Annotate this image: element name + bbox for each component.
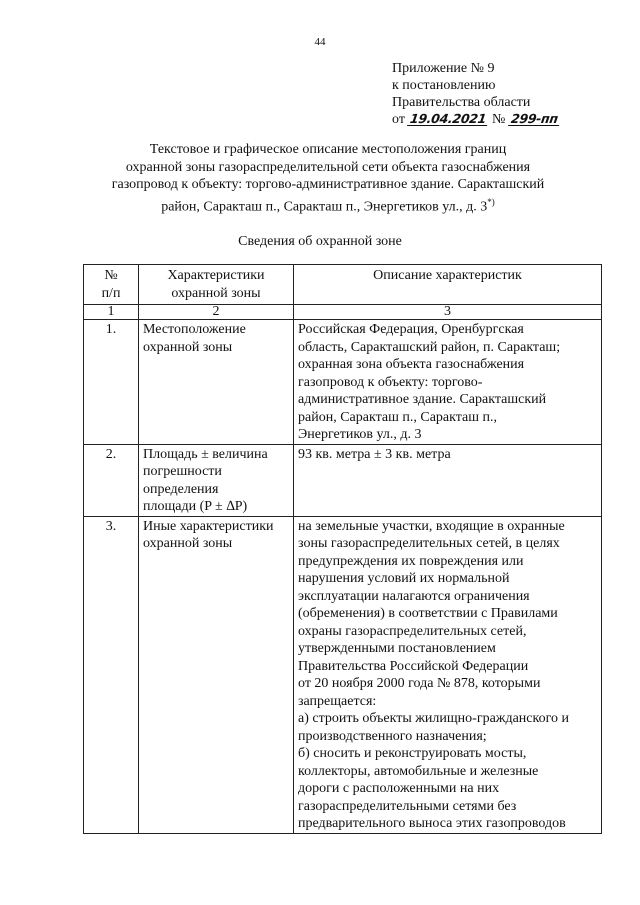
header-col-description: Описание характеристик: [294, 265, 602, 305]
row-characteristic: [139, 516, 294, 833]
table-row: [84, 516, 602, 833]
row-description-line: зоны газораспределительных сетей, в целях: [298, 536, 560, 551]
row-description-line: область, Саракташский район, п. Саракташ;: [298, 339, 561, 355]
row-description-line: а) строить объекты жилищно-гражданского и: [298, 711, 569, 726]
column-number-1: 1: [84, 305, 139, 320]
row-description-line: утвержденными постановлением: [298, 641, 496, 656]
row-characteristic-line: площади (P ± ∆P): [143, 499, 248, 514]
row-number: 1.: [84, 320, 139, 445]
row-characteristic-line: погрешности: [143, 464, 222, 479]
row-description-line: производственного назначения;: [298, 728, 487, 744]
appendix-number-sign: №: [492, 112, 506, 127]
table-row: [84, 320, 602, 445]
row-description-line: дороги с расположенными на них: [298, 781, 500, 796]
header-col-characteristic-line-2: охранной зоны: [171, 285, 261, 301]
row-description-line: охранная зона объекта газоснабжения: [298, 357, 525, 372]
row-description-line: б) сносить и реконструировать мосты,: [298, 746, 527, 761]
section-title: Сведения об охранной зоне: [238, 234, 402, 249]
row-description-line: газораспределительными сетями без: [298, 798, 517, 814]
document-title: [110, 141, 546, 216]
appendix-line-2: к постановлению: [392, 78, 496, 93]
row-description-line: предупреждения их повреждения или: [298, 553, 524, 569]
appendix-block: [392, 60, 560, 128]
title-line-3: газопровод к объекту: торгово-административное здание. Саракташский: [111, 177, 545, 192]
row-description-line: на земельные участки, входящие в охранные: [298, 518, 565, 534]
title-line-2: охранной зоны газораспределительной сети объекта газоснабжения: [125, 159, 531, 175]
row-number: 3.: [84, 516, 139, 833]
title-footnote-mark: *): [487, 196, 495, 207]
column-number-2: 2: [139, 305, 294, 320]
appendix-line-1: Приложение № 9: [392, 61, 495, 76]
appendix-date-prefix: от: [392, 112, 405, 127]
row-description-line: от 20 ноября 2000 года № 878, которыми: [298, 676, 541, 691]
row-characteristic-line: Площадь ± величина: [143, 446, 268, 462]
row-description-line: нарушения условий их нормальной: [298, 571, 510, 586]
row-description-line: запрещается:: [298, 693, 377, 709]
appendix-line-3: Правительства области: [392, 95, 531, 110]
row-characteristic-line: охранной зоны: [143, 536, 233, 551]
row-description-line: 93 кв. метра ± 3 кв. метра: [298, 446, 451, 462]
title-line-4-text: район, Саракташ п., Саракташ п., Энергетиков ул., д. 3: [161, 199, 488, 215]
title-line-4: [110, 194, 546, 216]
column-number-3: 3: [294, 305, 602, 320]
row-description-line: охраны газораспределительных сетей,: [298, 623, 527, 639]
row-description-line: предварительного выноса этих газопроводов: [298, 816, 566, 831]
table-row: [84, 444, 602, 516]
row-description-line: Российская Федерация, Оренбургская: [298, 322, 524, 337]
appendix-number: 299-пп: [509, 111, 559, 126]
table-column-numbers-row: [84, 305, 602, 320]
row-description-line: административное здание. Саракташский: [298, 392, 547, 407]
protection-zone-table: [83, 264, 602, 834]
appendix-date: 19.04.2021: [409, 111, 488, 126]
header-col-characteristic: [139, 265, 294, 305]
row-characteristic-line: Иные характеристики: [143, 518, 274, 534]
row-characteristic: [139, 444, 294, 516]
header-col-characteristic-line-1: Характеристики: [167, 268, 265, 283]
title-line-1: Текстовое и графическое описание местоположения границ: [149, 142, 507, 157]
row-characteristic: [139, 320, 294, 445]
row-description-line: Энергетиков ул., д. 3: [298, 427, 422, 442]
header-col-number-line-2: п/п: [101, 285, 121, 301]
row-description-line: район, Саракташ п., Саракташ п.,: [298, 409, 498, 425]
row-description: [294, 444, 602, 516]
table-header-row: [84, 265, 602, 305]
appendix-date-line: [392, 111, 560, 128]
row-description: [294, 320, 602, 445]
row-description-line: коллекторы, автомобильные и железные: [298, 763, 539, 779]
row-characteristic-line: Местоположение: [143, 322, 246, 337]
row-number: 2.: [84, 444, 139, 516]
row-description-line: (обременения) в соответствии с Правилами: [298, 606, 558, 621]
row-description-line: газопровод к объекту: торгово-: [298, 374, 483, 390]
row-description-line: Правительства Российской Федерации: [298, 658, 529, 674]
page-number: 44: [314, 36, 326, 48]
header-col-number: [84, 265, 139, 305]
row-description: [294, 516, 602, 833]
header-col-number-line-1: №: [104, 268, 118, 283]
row-characteristic-line: определения: [143, 481, 219, 497]
row-description-line: эксплуатации налагаются ограничения: [298, 588, 530, 604]
row-characteristic-line: охранной зоны: [143, 339, 233, 355]
